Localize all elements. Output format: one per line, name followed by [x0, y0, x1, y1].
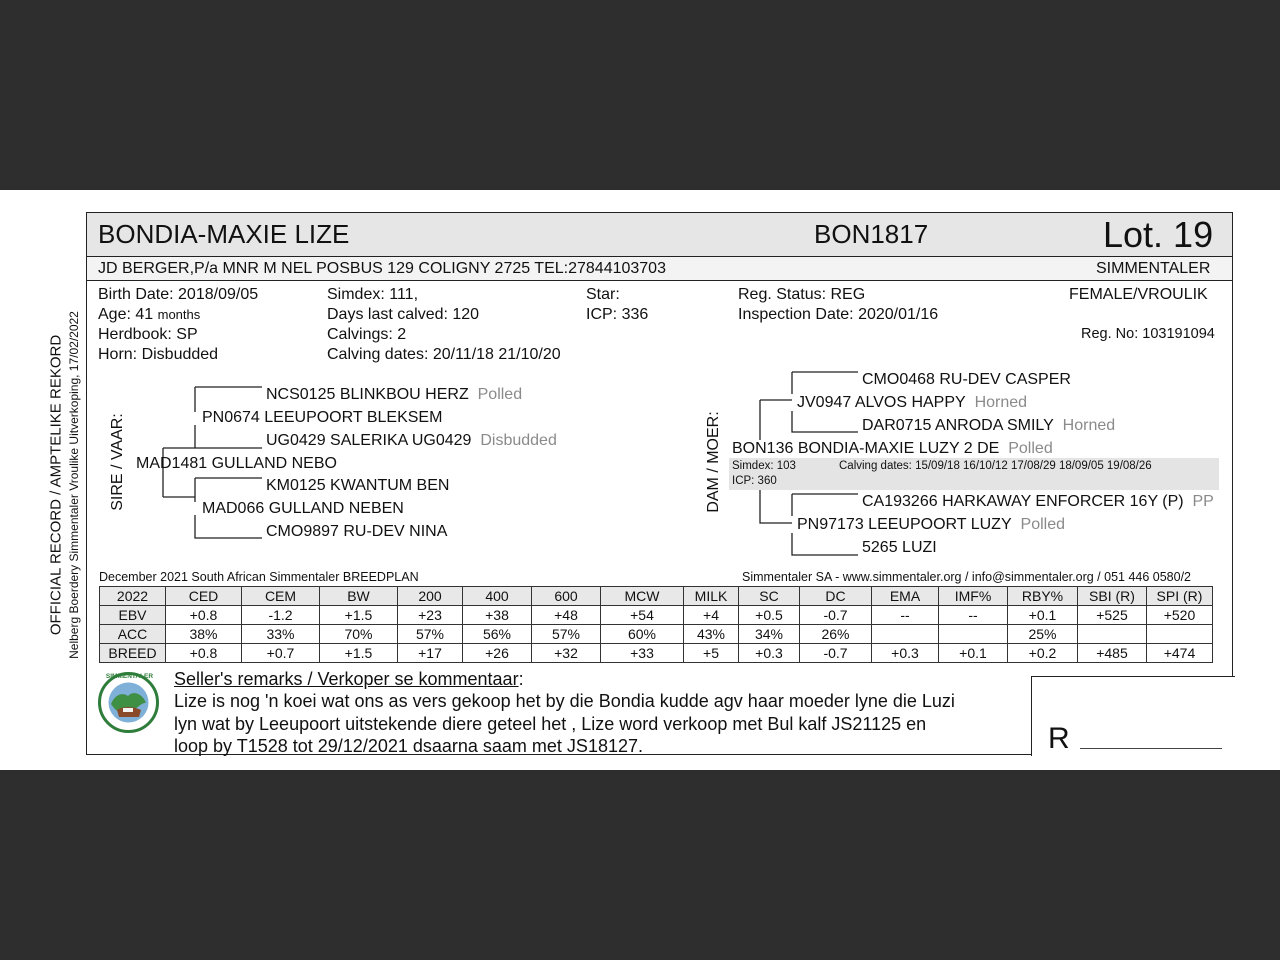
- dsd-name: DAR0715 ANRODA SMILY: [862, 417, 1054, 434]
- breedplan-header-cell: MCW: [601, 587, 684, 606]
- breedplan-row: [100, 587, 1213, 606]
- breedplan-header-cell: 600: [532, 587, 601, 606]
- remarks-line-1: Lize is nog 'n koei wat ons as vers gekoop het by die Bondia kudde agv haar moeder lyne die Luzi: [174, 691, 955, 711]
- breedplan-row: [100, 606, 1213, 625]
- breedplan-cell: 43%: [684, 625, 739, 644]
- dsd-note: Horned: [1062, 417, 1116, 434]
- breedplan-cell: +33: [601, 644, 684, 663]
- logo-text: SIMMENTALER: [105, 673, 154, 680]
- star: Star:: [586, 286, 620, 303]
- breedplan-cell: +0.2: [1008, 644, 1078, 663]
- breedplan-cell: 34%: [739, 625, 800, 644]
- breedplan-cell: +54: [601, 606, 684, 625]
- breedplan-table: [99, 586, 1213, 663]
- herdbook: Herdbook: SP: [98, 326, 198, 343]
- sire-name: MAD1481 GULLAND NEBO: [136, 455, 337, 472]
- sale-caption: Nelberg Boerdery Simmentaler Vroulike Uitverkoping, 17/02/2022: [67, 311, 81, 659]
- breedplan-cell: -0.7: [800, 644, 872, 663]
- breedplan-header-cell: 200: [398, 587, 463, 606]
- breedplan-cell: +1.5: [320, 644, 398, 663]
- dam-label: DAM / MOER:: [705, 411, 722, 513]
- breedplan-cell: 60%: [601, 625, 684, 644]
- breedplan-cell: -1.2: [242, 606, 320, 625]
- breedplan-header-cell: MILK: [684, 587, 739, 606]
- animal-name: BONDIA-MAXIE LIZE: [98, 219, 350, 249]
- dds-note: PP: [1192, 493, 1214, 510]
- dds-name: CA193266 HARKAWAY ENFORCER 16Y (P): [862, 493, 1184, 510]
- breedplan-cell: [1147, 625, 1213, 644]
- breedplan-cell: 57%: [398, 625, 463, 644]
- sss-note: Polled: [477, 386, 523, 403]
- breedplan-header-cell: 2022: [100, 587, 166, 606]
- simmentaler-logo: [97, 672, 160, 733]
- breedplan-cell: +0.8: [166, 606, 242, 625]
- ssd-note: Disbudded: [480, 432, 557, 449]
- sss-name: NCS0125 BLINKBOU HERZ: [266, 386, 469, 403]
- breedplan-cell: +0.1: [1008, 606, 1078, 625]
- dam-sire: [797, 394, 1027, 412]
- price-line[interactable]: [1080, 748, 1222, 749]
- animal-code: BON1817: [814, 219, 929, 249]
- breedplan-cell: [872, 625, 939, 644]
- breedplan-caption: December 2021 South African Simmentaler BREEDPLAN: [99, 570, 419, 584]
- price-box-cover: [1031, 756, 1234, 770]
- breedplan-header-cell: EMA: [872, 587, 939, 606]
- breedplan-header-cell: SBI (R): [1078, 587, 1147, 606]
- dam-icp: ICP: 360: [732, 475, 777, 487]
- dam-note: Polled: [1008, 440, 1053, 457]
- remarks-title-text: Seller's remarks / Verkoper se kommentaar: [174, 669, 519, 689]
- remarks-line-3: loop by T1528 tot 29/12/2021 dsaarna saam met JS18127.: [174, 736, 643, 756]
- breedplan-header-cell: CEM: [242, 587, 320, 606]
- simdex: Simdex: 111,: [327, 286, 419, 303]
- breedplan-header-cell: IMF%: [939, 587, 1008, 606]
- breedplan-cell: +48: [532, 606, 601, 625]
- dam-calving-dates: Calving dates: 15/09/18 16/10/12 17/08/29 18/09/05 19/08/26: [839, 460, 1152, 472]
- breedplan-header-cell: 400: [463, 587, 532, 606]
- breedplan-cell: +26: [463, 644, 532, 663]
- dam-dam: [797, 516, 1065, 534]
- sire-dam: MAD066 GULLAND NEBEN: [202, 500, 404, 517]
- breedplan-cell: +474: [1147, 644, 1213, 663]
- ssd-name: UG0429 SALERIKA UG0429: [266, 432, 472, 449]
- age-unit: months: [157, 307, 201, 322]
- breedplan-cell: +0.1: [939, 644, 1008, 663]
- breedplan-header-cell: SPI (R): [1147, 587, 1213, 606]
- official-record-label: OFFICIAL RECORD / AMPTELIKE REKORD: [47, 334, 65, 636]
- lot-number: Lot. 19: [1103, 214, 1214, 255]
- breedplan-cell: [1078, 625, 1147, 644]
- dam-dam-sire: [862, 493, 1214, 511]
- dam-simdex: Simdex: 103: [732, 460, 796, 472]
- breedplan-header-cell: BW: [320, 587, 398, 606]
- breedplan-row-label: EBV: [100, 606, 166, 625]
- breedplan-cell: --: [939, 606, 1008, 625]
- breedplan-row-label: BREED: [100, 644, 166, 663]
- reg-status: Reg. Status: REG: [738, 286, 866, 303]
- birth-date: Birth Date: 2018/09/05: [98, 286, 259, 303]
- breedplan-cell: +485: [1078, 644, 1147, 663]
- sire-dam-sire: KM0125 KWANTUM BEN: [266, 477, 450, 494]
- remarks-title-colon: :: [518, 669, 524, 689]
- breedplan-cell: +32: [532, 644, 601, 663]
- calvings: Calvings: 2: [327, 326, 407, 343]
- sire-sire: PN0674 LEEUPOORT BLEKSEM: [202, 409, 443, 426]
- breedplan-cell: +0.7: [242, 644, 320, 663]
- breedplan-cell: +0.8: [166, 644, 242, 663]
- breedplan-row-label: ACC: [100, 625, 166, 644]
- ds-name: JV0947 ALVOS HAPPY: [797, 394, 966, 411]
- horn-status: Horn: Disbudded: [98, 346, 219, 363]
- breedplan-cell: 25%: [1008, 625, 1078, 644]
- dam-sire-dam: [862, 417, 1115, 435]
- breedplan-header-cell: SC: [739, 587, 800, 606]
- dd-note: Polled: [1020, 516, 1065, 533]
- ds-note: Horned: [974, 394, 1028, 411]
- breed-label: SIMMENTALER: [1096, 260, 1211, 277]
- breedplan-header-cell: RBY%: [1008, 587, 1078, 606]
- breedplan-cell: +17: [398, 644, 463, 663]
- breedplan-header-cell: DC: [800, 587, 872, 606]
- breedplan-row: [100, 644, 1213, 663]
- dam-dam-dam: 5265 LUZI: [862, 539, 937, 556]
- reg-number: Reg. No: 103191094: [1081, 326, 1215, 342]
- breedplan-cell: 26%: [800, 625, 872, 644]
- age-value: Age: 41: [98, 306, 154, 323]
- inspection-date: Inspection Date: 2020/01/16: [738, 306, 939, 323]
- breedplan-cell: +0.3: [872, 644, 939, 663]
- breedplan-cell: 56%: [463, 625, 532, 644]
- dd-name: PN97173 LEEUPOORT LUZY: [797, 516, 1012, 533]
- sire-sire-dam: [266, 432, 557, 450]
- breedplan-cell: 38%: [166, 625, 242, 644]
- breedplan-cell: [939, 625, 1008, 644]
- dam-name-text: BON136 BONDIA-MAXIE LUZY 2 DE: [732, 440, 1000, 457]
- breedplan-cell: 57%: [532, 625, 601, 644]
- breedplan-cell: -0.7: [800, 606, 872, 625]
- price-prefix: R: [1048, 722, 1070, 755]
- breedplan-cell: +520: [1147, 606, 1213, 625]
- icp: ICP: 336: [586, 306, 649, 323]
- breedplan-header-cell: CED: [166, 587, 242, 606]
- sex-label: FEMALE/VROULIK: [1069, 286, 1208, 303]
- breedplan-cell: +0.3: [739, 644, 800, 663]
- dam-sire-sire: CMO0468 RU-DEV CASPER: [862, 371, 1071, 388]
- breedplan-cell: 33%: [242, 625, 320, 644]
- dam-name: [732, 440, 1053, 458]
- breedplan-row: [100, 625, 1213, 644]
- breedplan-cell: --: [872, 606, 939, 625]
- breedplan-cell: +525: [1078, 606, 1147, 625]
- owner-info: JD BERGER,P/a MNR M NEL POSBUS 129 COLIGNY 2725 TEL:27844103703: [98, 260, 666, 277]
- breedplan-cell: +23: [398, 606, 463, 625]
- sire-label: SIRE / VAAR:: [109, 413, 126, 511]
- breedplan-cell: +1.5: [320, 606, 398, 625]
- breedplan-cell: +0.5: [739, 606, 800, 625]
- breedplan-contact: Simmentaler SA - www.simmentaler.org / info@simmentaler.org / 051 446 0580/2: [742, 570, 1192, 584]
- breedplan-cell: +5: [684, 644, 739, 663]
- remarks-title: [174, 668, 524, 690]
- calving-dates: Calving dates: 20/11/18 21/10/20: [327, 346, 561, 363]
- sire-sire-sire: [266, 386, 522, 404]
- sire-dam-dam: CMO9897 RU-DEV NINA: [266, 523, 448, 540]
- breedplan-cell: +4: [684, 606, 739, 625]
- breedplan-cell: +38: [463, 606, 532, 625]
- remarks-line-2: lyn wat by Leeupoort uitstekende diere geteel het , Lize word verkoop met Bul kalf JS21125 en: [174, 714, 927, 734]
- days-last-calved: Days last calved: 120: [327, 306, 480, 323]
- breedplan-cell: 70%: [320, 625, 398, 644]
